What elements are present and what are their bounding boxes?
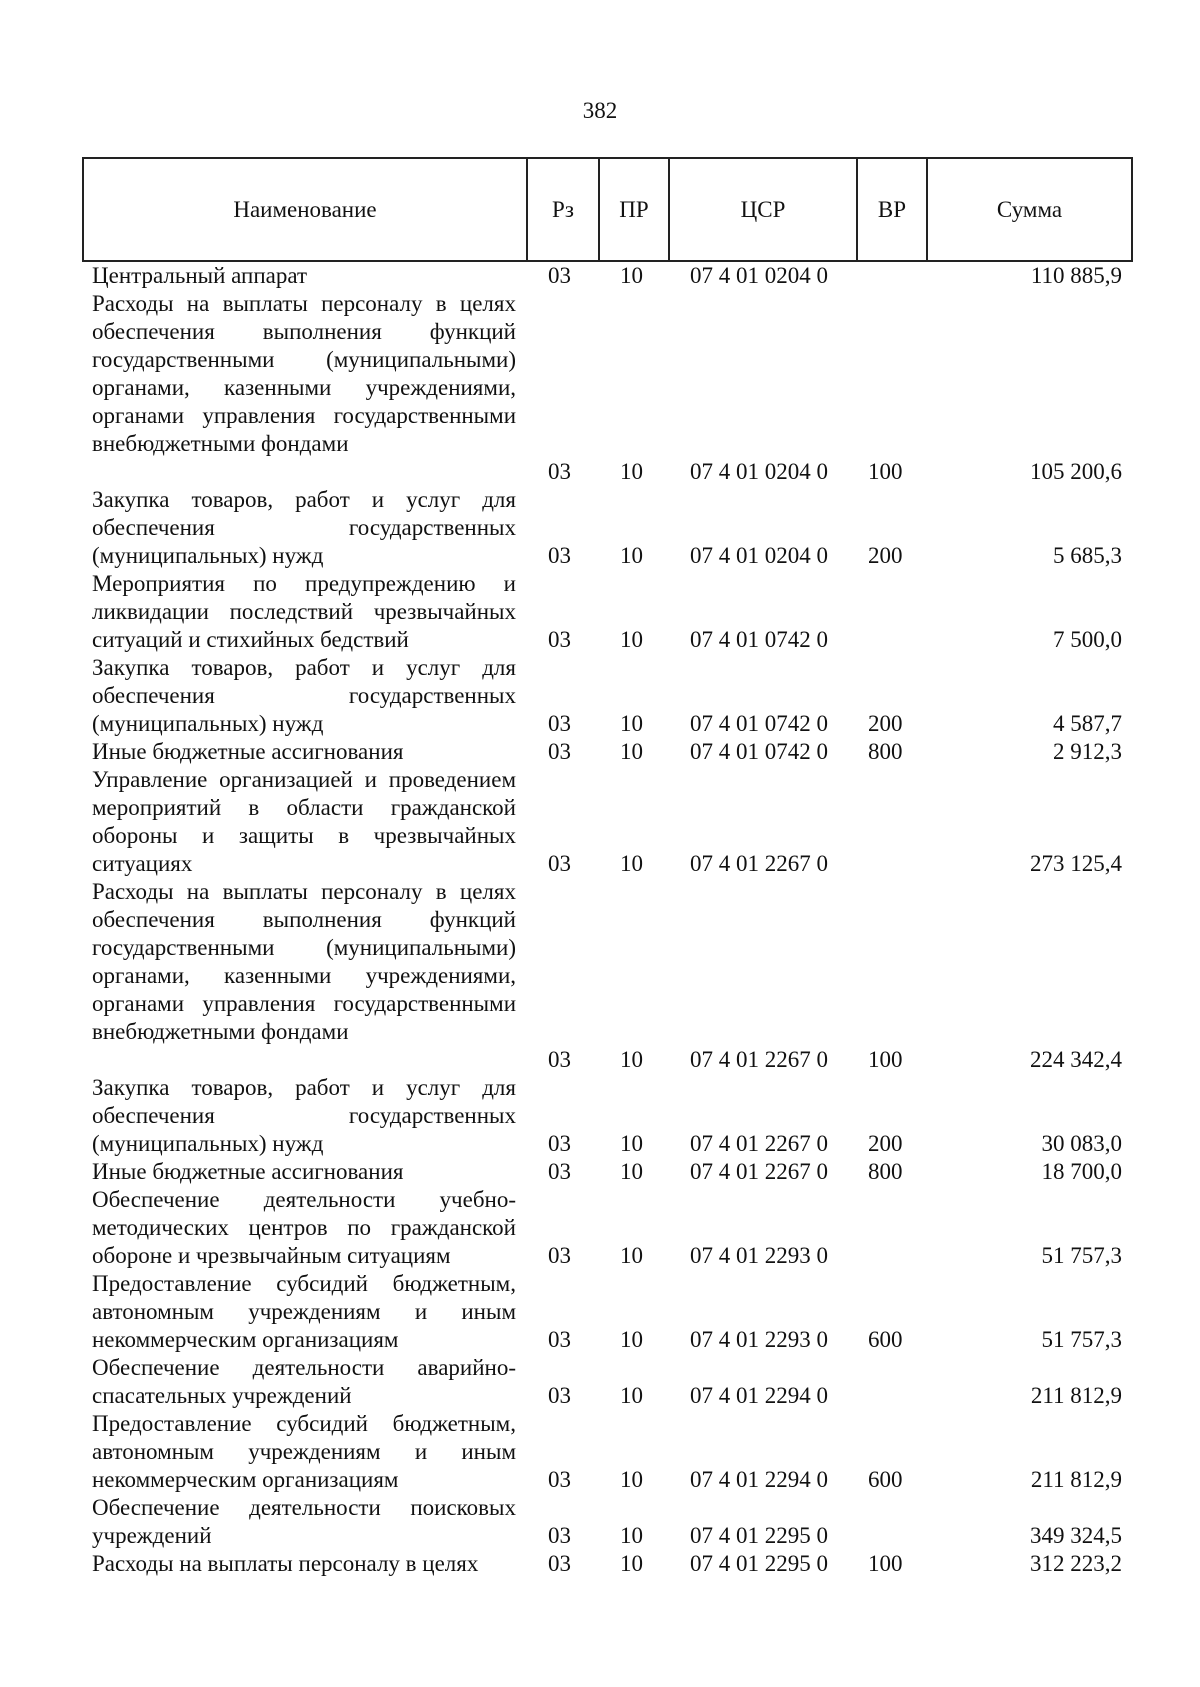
header-name: Наименование — [84, 159, 528, 260]
page-number: 382 — [582, 98, 618, 123]
row-csr: 07 4 01 2293 0 — [690, 1243, 828, 1268]
row-sum: 349 324,5 — [1030, 1523, 1122, 1548]
table-row — [0, 1158, 1200, 1186]
table-row — [0, 1354, 1200, 1410]
row-name: Центральный аппарат — [92, 263, 308, 288]
row-rz: 03 — [548, 739, 571, 764]
row-pr: 10 — [620, 1523, 643, 1548]
row-sum: 18 700,0 — [1041, 1159, 1122, 1184]
row-csr: 07 4 01 2294 0 — [690, 1467, 828, 1492]
row-sum: 51 757,3 — [1041, 1327, 1122, 1352]
row-name: Обеспечение деятельности учебно-методических центров по гражданской обороне и чрезвычайным ситуациям — [92, 1187, 516, 1268]
row-pr: 10 — [620, 1243, 643, 1268]
row-pr: 10 — [620, 739, 643, 764]
table-row — [0, 1186, 1200, 1270]
row-sum: 312 223,2 — [1030, 1551, 1122, 1576]
row-pr: 10 — [620, 851, 643, 876]
table-row — [0, 1074, 1200, 1158]
header-vr: ВР — [858, 159, 928, 260]
row-csr: 07 4 01 2295 0 — [690, 1551, 828, 1576]
row-pr: 10 — [620, 627, 643, 652]
row-rz: 03 — [548, 1523, 571, 1548]
table-row — [0, 1550, 1200, 1578]
row-rz: 03 — [548, 1047, 571, 1072]
row-rz: 03 — [548, 1327, 571, 1352]
table-row — [0, 290, 1200, 486]
row-sum: 7 500,0 — [1053, 627, 1122, 652]
row-name: Обеспечение деятельности аварийно-спасательных учреждений — [92, 1355, 516, 1408]
header-csr: ЦСР — [670, 159, 858, 260]
row-sum: 224 342,4 — [1030, 1047, 1122, 1072]
row-name: Мероприятия по предупреждению и ликвидации последствий чрезвычайных ситуаций и стихийных бедствий — [92, 571, 516, 652]
row-csr: 07 4 01 2295 0 — [690, 1523, 828, 1548]
row-name: Расходы на выплаты персоналу в целях обеспечения выполнения функций государственными (муниципальными) органами, казенными учреждениями, органами управления государственными внебюджетными фондами — [92, 291, 516, 456]
row-csr: 07 4 01 0742 0 — [690, 739, 828, 764]
row-csr: 07 4 01 2267 0 — [690, 1131, 828, 1156]
row-rz: 03 — [548, 1131, 571, 1156]
header-sum: Сумма — [996, 196, 1063, 222]
row-rz: 03 — [548, 263, 571, 288]
row-name: Управление организацией и проведением мероприятий в области гражданской обороны и защиты в чрезвычайных ситуациях — [92, 767, 516, 876]
row-rz: 03 — [548, 1243, 571, 1268]
table-row — [0, 1270, 1200, 1354]
row-name: Закупка товаров, работ и услуг для обеспечения государственных (муниципальных) нужд — [92, 655, 516, 736]
row-sum: 110 885,9 — [1030, 263, 1122, 288]
row-vr: 600 — [868, 1467, 903, 1492]
row-name: Закупка товаров, работ и услуг для обеспечения государственных (муниципальных) нужд — [92, 487, 516, 568]
row-sum: 51 757,3 — [1041, 1243, 1122, 1268]
row-rz: 03 — [548, 1159, 571, 1184]
row-pr: 10 — [620, 1047, 643, 1072]
row-csr: 07 4 01 0742 0 — [690, 627, 828, 652]
table-row — [0, 738, 1200, 766]
row-pr: 10 — [620, 1131, 643, 1156]
row-sum: 4 587,7 — [1053, 711, 1122, 736]
row-name: Предоставление субсидий бюджетным, автономным учреждениям и иным некоммерческим организациям — [92, 1271, 516, 1352]
table-row — [0, 1494, 1200, 1550]
table-row — [0, 262, 1200, 290]
row-name: Иные бюджетные ассигнования — [92, 1159, 404, 1184]
table-row — [0, 570, 1200, 654]
row-vr: 100 — [868, 459, 903, 484]
row-name: Иные бюджетные ассигнования — [92, 739, 404, 764]
row-pr: 10 — [620, 1467, 643, 1492]
row-pr: 10 — [620, 1551, 643, 1576]
row-vr: 200 — [868, 711, 903, 736]
row-vr: 600 — [868, 1327, 903, 1352]
row-csr: 07 4 01 2267 0 — [690, 1047, 828, 1072]
row-sum: 5 685,3 — [1053, 543, 1122, 568]
row-vr: 100 — [868, 1047, 903, 1072]
header-rz: Рз — [528, 159, 600, 260]
row-csr: 07 4 01 0204 0 — [690, 543, 828, 568]
row-rz: 03 — [548, 851, 571, 876]
row-name: Расходы на выплаты персоналу в целях обеспечения выполнения функций государственными (муниципальными) органами, казенными учреждениями, органами управления государственными внебюджетными фондами — [92, 879, 516, 1044]
row-name: Закупка товаров, работ и услуг для обеспечения государственных (муниципальных) нужд — [92, 1075, 516, 1156]
row-csr: 07 4 01 0204 0 — [690, 459, 828, 484]
row-name: Предоставление субсидий бюджетным, автономным учреждениям и иным некоммерческим организациям — [92, 1411, 516, 1492]
row-sum: 2 912,3 — [1053, 739, 1122, 764]
row-vr: 800 — [868, 739, 903, 764]
row-pr: 10 — [620, 1159, 643, 1184]
row-rz: 03 — [548, 1551, 571, 1576]
row-csr: 07 4 01 2293 0 — [690, 1327, 828, 1352]
row-pr: 10 — [620, 1383, 643, 1408]
row-csr: 07 4 01 2294 0 — [690, 1383, 828, 1408]
row-sum: 273 125,4 — [1030, 851, 1122, 876]
row-rz: 03 — [548, 1467, 571, 1492]
row-pr: 10 — [620, 263, 643, 288]
row-rz: 03 — [548, 543, 571, 568]
row-name: Обеспечение деятельности поисковых учреждений — [92, 1495, 516, 1548]
row-csr: 07 4 01 2267 0 — [690, 1159, 828, 1184]
row-rz: 03 — [548, 711, 571, 736]
table-row — [0, 766, 1200, 878]
row-pr: 10 — [620, 711, 643, 736]
row-sum: 30 083,0 — [1041, 1131, 1122, 1156]
header-pr: ПР — [600, 159, 670, 260]
row-name: Расходы на выплаты персоналу в целях — [92, 1551, 479, 1576]
table-row — [0, 486, 1200, 570]
table-header — [82, 157, 1133, 262]
table-body — [0, 262, 1200, 1578]
row-vr: 200 — [868, 543, 903, 568]
row-vr: 800 — [868, 1159, 903, 1184]
row-csr: 07 4 01 2267 0 — [690, 851, 828, 876]
table-row — [0, 878, 1200, 1074]
row-vr: 100 — [868, 1551, 903, 1576]
row-sum: 105 200,6 — [1030, 459, 1122, 484]
row-sum: 211 812,9 — [1030, 1383, 1122, 1408]
row-rz: 03 — [548, 627, 571, 652]
row-rz: 03 — [548, 459, 571, 484]
row-pr: 10 — [620, 459, 643, 484]
row-pr: 10 — [620, 543, 643, 568]
table-row — [0, 1410, 1200, 1494]
row-rz: 03 — [548, 1383, 571, 1408]
row-pr: 10 — [620, 1327, 643, 1352]
table-row — [0, 654, 1200, 738]
row-csr: 07 4 01 0742 0 — [690, 711, 828, 736]
row-csr: 07 4 01 0204 0 — [690, 263, 828, 288]
row-sum: 211 812,9 — [1030, 1467, 1122, 1492]
row-vr: 200 — [868, 1131, 903, 1156]
